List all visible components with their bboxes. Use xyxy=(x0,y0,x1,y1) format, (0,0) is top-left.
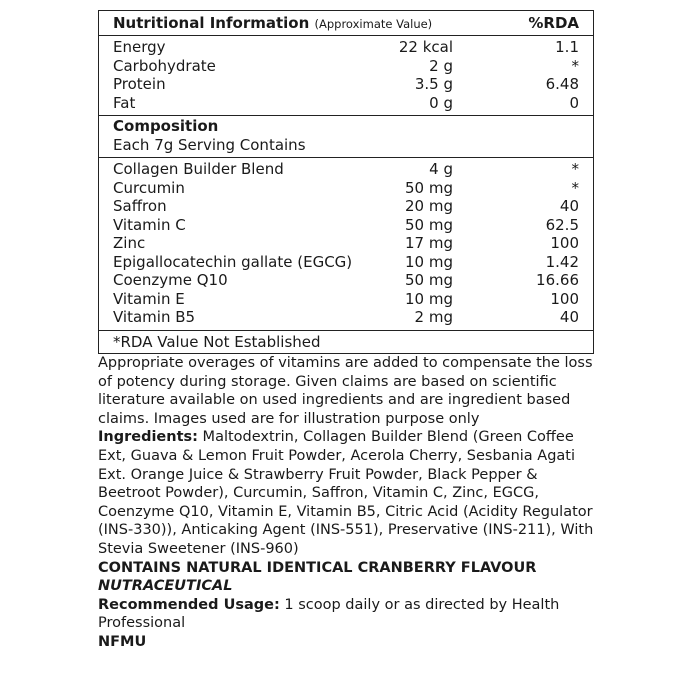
ingredients-label: Ingredients: xyxy=(98,429,198,446)
row-amount: 50 mg xyxy=(405,215,453,234)
label-text xyxy=(98,354,598,652)
row-name: Coenzyme Q10 xyxy=(113,271,228,289)
composition-subtitle: Each 7g Serving Contains xyxy=(113,136,306,154)
product-code: NFMU xyxy=(98,633,147,650)
category-label: NUTRACEUTICAL xyxy=(98,578,233,595)
row-rda: 1.42 xyxy=(545,252,579,271)
row-amount: 50 mg xyxy=(405,271,453,289)
row-name: Carbohydrate xyxy=(113,56,216,75)
row-amount: 22 kcal xyxy=(398,38,453,56)
row-name: Vitamin C xyxy=(113,215,186,234)
ingredients-text: Maltodextrin, Collagen Builder Blend (Green Coffee Ext, Guava & Lemon Fruit Powder, Acerola Cherry, Sesbania Agati Ext. Orange Juice & Strawberry Fruit Powder, Black Pepper & Beetroot Powder), Curcumin, Saffron, Vitamin C, Zinc, EGCG, Coenzyme Q10, Vitamin E, Vitamin B5, Citric Acid (Acidity Regulator (INS-330)), Anticaking Agent (INS-551), Preservative (INS-211), With Stevia Sweetener (INS-960) xyxy=(98,429,594,557)
row-name: Vitamin E xyxy=(113,289,185,308)
row-name: Curcumin xyxy=(113,178,185,197)
composition-rows xyxy=(99,158,593,331)
row-amount: 3.5 g xyxy=(414,75,453,93)
row-rda: * xyxy=(571,160,579,178)
row-rda: 6.48 xyxy=(545,75,579,93)
row-rda: * xyxy=(571,178,579,197)
recommended-usage xyxy=(98,596,598,633)
table-row xyxy=(99,160,593,179)
row-name: Collagen Builder Blend xyxy=(113,160,284,178)
table-row xyxy=(99,308,593,327)
row-name: Saffron xyxy=(113,197,167,215)
table-row xyxy=(99,179,593,198)
table-row xyxy=(99,253,593,272)
row-amount: 10 mg xyxy=(405,289,453,308)
row-rda: 62.5 xyxy=(545,215,579,234)
row-rda: 0 xyxy=(569,93,579,112)
row-rda: 100 xyxy=(550,289,579,308)
table-row xyxy=(99,197,593,216)
rda-note: *RDA Value Not Established xyxy=(113,332,321,351)
table-row xyxy=(99,271,593,290)
row-name: Epigallocatechin gallate (EGCG) xyxy=(113,252,353,271)
table-row xyxy=(99,234,593,253)
nutrition-label xyxy=(98,10,594,354)
row-name: Fat xyxy=(113,93,136,112)
row-name: Protein xyxy=(113,75,166,93)
row-rda: * xyxy=(571,56,579,75)
composition-title: Composition xyxy=(113,117,219,135)
row-amount: 17 mg xyxy=(405,234,453,252)
table-row xyxy=(99,290,593,309)
nutrition-header xyxy=(99,11,593,36)
row-name: Vitamin B5 xyxy=(113,308,196,326)
row-rda: 100 xyxy=(550,234,579,252)
row-amount: 2 g xyxy=(429,56,453,75)
usage-label: Recommended Usage: xyxy=(98,596,280,613)
row-amount: 0 g xyxy=(429,93,453,112)
approx-note: (Approximate Value) xyxy=(314,17,433,31)
row-name: Energy xyxy=(113,38,166,56)
flavour-statement: CONTAINS NATURAL IDENTICAL CRANBERRY FLAVOUR xyxy=(98,559,537,576)
table-row xyxy=(99,75,593,94)
row-amount: 20 mg xyxy=(405,197,453,215)
table-row xyxy=(99,94,593,113)
row-amount: 4 g xyxy=(429,160,453,178)
usage-text: 1 scoop daily or as directed by Health Professional xyxy=(98,596,560,632)
disclaimer: Appropriate overages of vitamins are added to compensate the loss of potency during storage. Given claims are based on scientific literature available on used ingredients and are ingredient based claims. Images used are for illustration purpose only xyxy=(98,355,593,427)
nutrition-rows xyxy=(99,36,593,116)
row-rda: 1.1 xyxy=(555,38,579,56)
table-row xyxy=(99,57,593,76)
row-rda: 40 xyxy=(559,197,579,215)
table-row xyxy=(99,216,593,235)
ingredients xyxy=(98,428,598,558)
row-rda: 16.66 xyxy=(536,271,579,289)
rda-header: %RDA xyxy=(528,14,579,32)
composition-header xyxy=(99,116,593,158)
row-rda: 40 xyxy=(559,308,579,326)
nutrition-title: Nutritional Information (Approximate Value) xyxy=(113,14,433,32)
row-amount: 10 mg xyxy=(405,252,453,271)
row-amount: 2 mg xyxy=(414,308,453,326)
table-row xyxy=(99,38,593,57)
row-name: Zinc xyxy=(113,234,146,252)
row-amount: 50 mg xyxy=(405,178,453,197)
